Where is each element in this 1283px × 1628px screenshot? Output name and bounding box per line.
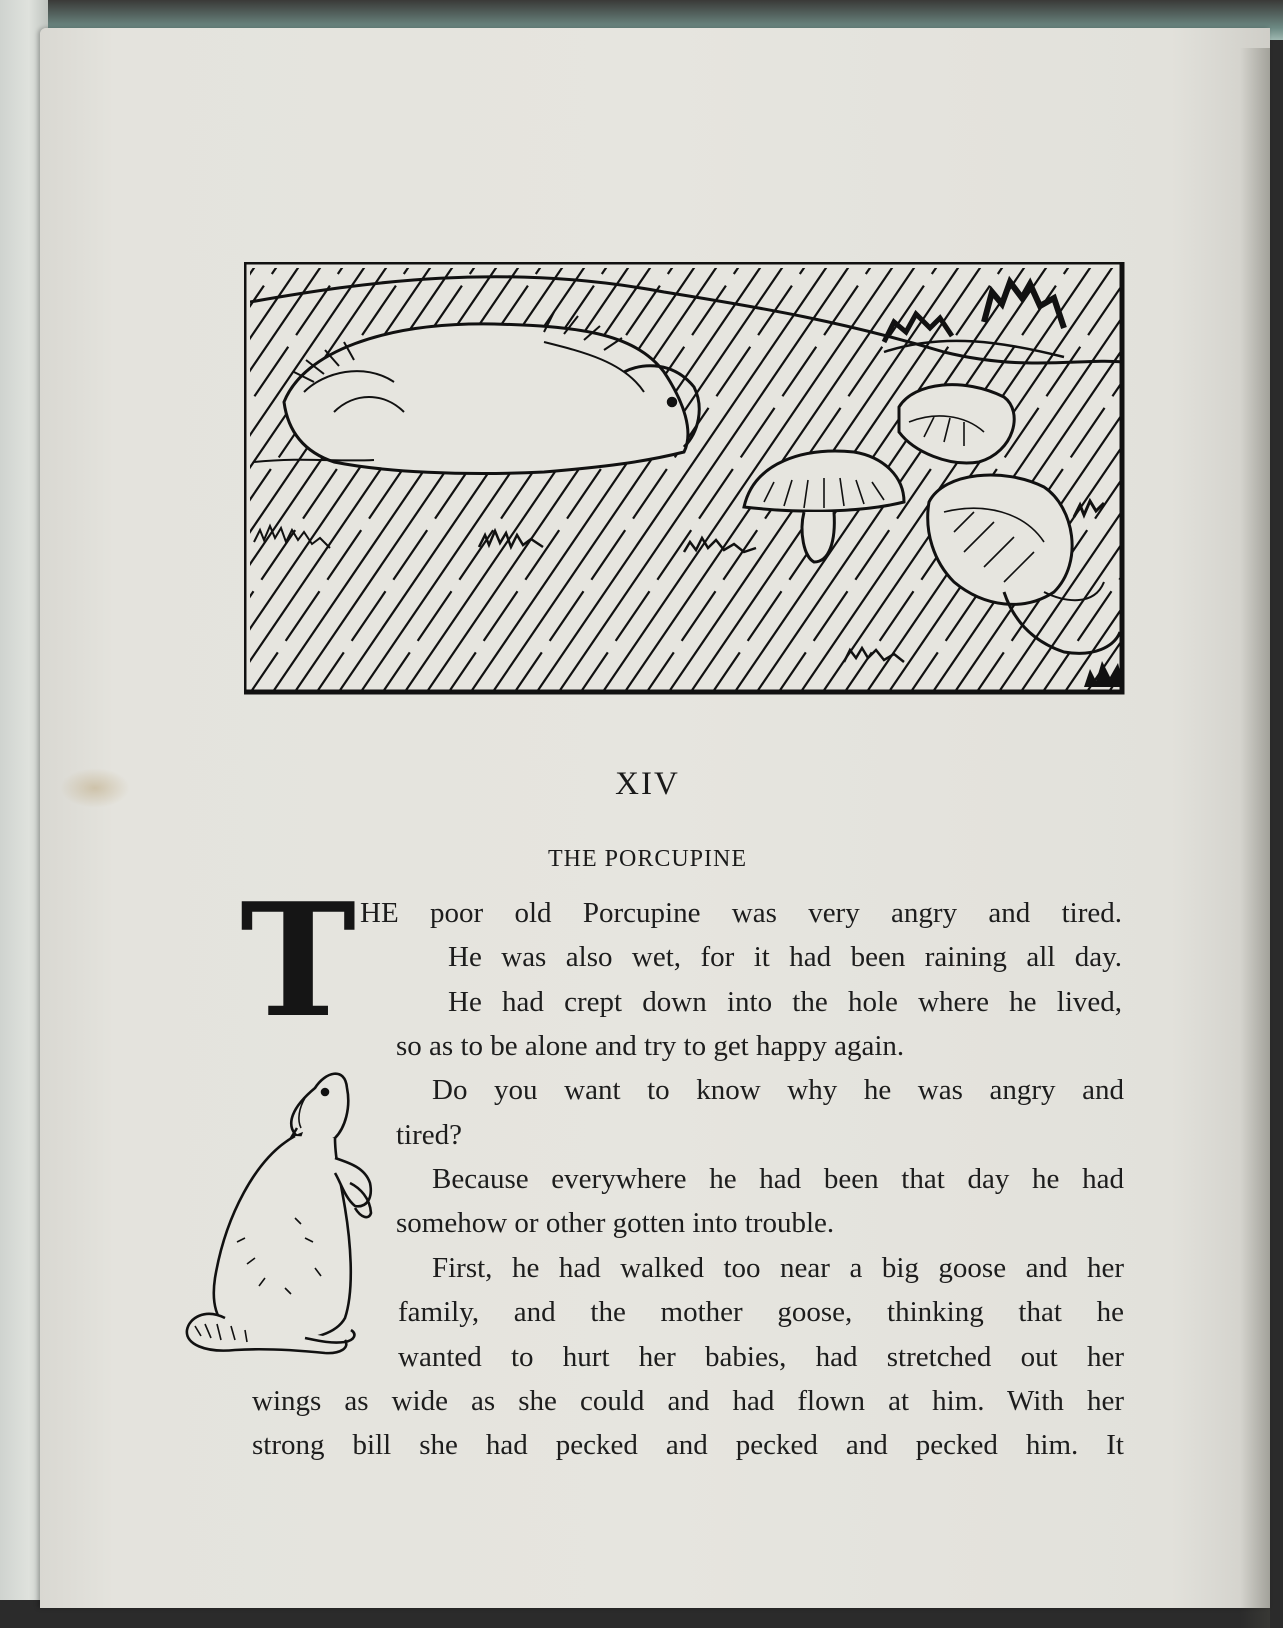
text-line-10: family, and the mother goose, thinking that he <box>398 1296 1124 1328</box>
page-gutter-shadow <box>1240 48 1270 1628</box>
text-line-9: First, he had walked too near a big goose and her <box>432 1252 1124 1284</box>
text-line-12: wings as wide as she could and had flown at him. With her <box>252 1385 1124 1417</box>
chapter-title: THE PORCUPINE <box>547 846 747 872</box>
text-line-1: HE poor old Porcupine was very angry and tired. <box>360 897 1122 929</box>
text-line-8: somehow or other gotten into trouble. <box>396 1207 835 1239</box>
text-line-6: tired? <box>396 1119 463 1151</box>
text-line-2: He was also wet, for it had been raining all day. <box>448 941 1122 973</box>
text-line-13: strong bill she had pecked and pecked and pecked him. It <box>252 1429 1124 1461</box>
text-line-3: He had crept down into the hole where he lived, <box>448 986 1122 1018</box>
porcupine-rain-illustration <box>244 262 1142 704</box>
beaver-illustration <box>185 1068 395 1378</box>
text-line-7: Because everywhere he had been that day he had <box>432 1163 1124 1195</box>
text-line-11: wanted to hurt her babies, had stretched out her <box>398 1341 1124 1373</box>
chapter-number: XIV <box>615 766 680 802</box>
text-line-5: Do you want to know why he was angry and <box>432 1074 1124 1106</box>
text-line-4: so as to be alone and try to get happy again. <box>396 1030 905 1062</box>
drop-cap-letter: T <box>240 869 357 1052</box>
